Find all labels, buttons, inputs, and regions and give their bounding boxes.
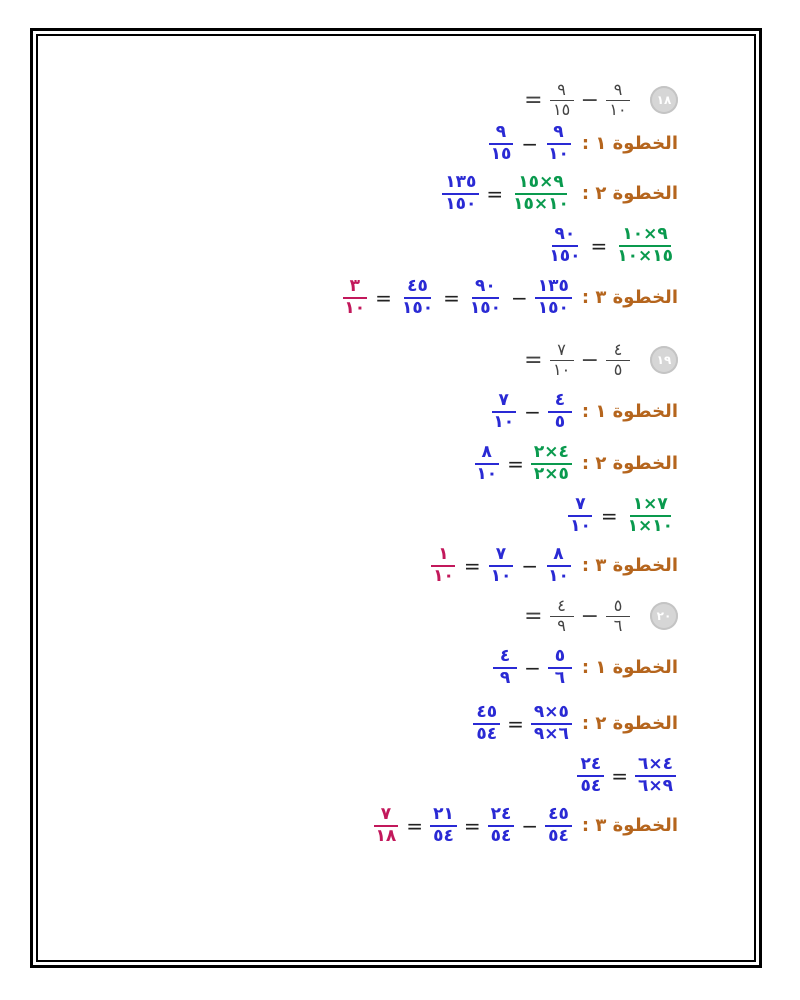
numerator: ٤×٢ [531,444,572,465]
fraction [548,598,576,635]
problem-20-step1 [491,648,678,688]
denominator: ١٠×١٥ [513,193,569,214]
step-label: الخطوة ٢ : [581,713,678,735]
equals-sign: = [463,553,481,578]
problem-18-header [522,82,678,119]
numerator: ٢٤ [488,806,515,827]
fraction [604,82,632,119]
problem-20-step2a [471,704,678,744]
minus-sign: − [524,655,541,680]
denominator: ٥٤ [580,775,602,796]
fraction [486,806,517,846]
denominator: ١٠ [344,297,366,318]
step-label: الخطوة ٢ : [581,183,678,205]
numerator: ٥×٩ [531,704,572,725]
fraction [604,598,632,635]
equals-sign: = [507,711,524,736]
problem-18-step2a [440,174,678,214]
numerator: ٧ [374,806,398,827]
denominator: ١٥٠ [445,193,477,214]
numerator: ٩ [550,82,574,101]
denominator: ١٠×١ [627,515,673,536]
minus-sign: − [580,347,599,373]
denominator: ٥٤ [476,723,498,744]
fraction [465,278,506,318]
numerator: ٧ [489,546,513,567]
numerator: ٧×١ [630,496,671,517]
numerator: ١ [431,546,455,567]
minus-sign: − [580,603,599,629]
fraction [488,392,519,432]
numerator: ٤×٦ [635,756,676,777]
step-label: الخطوة ١ : [581,133,678,155]
fraction [471,704,502,744]
denominator: ١٥٠ [549,245,581,266]
fraction [486,546,517,586]
minus-sign: − [510,285,528,310]
problem-19-step2b [565,496,678,536]
fraction [633,756,678,796]
equals-sign: = [375,285,392,310]
denominator: ١٥٠ [401,297,434,318]
problem-19-step3 [428,546,678,586]
denominator: ١٠ [433,565,454,586]
numerator: ٥ [606,598,630,617]
fraction [440,174,481,214]
fraction [491,648,519,688]
equals-sign: = [524,603,543,629]
denominator: ٦ [613,615,623,635]
fraction [604,342,632,379]
minus-sign: − [521,553,539,578]
numerator: ٥ [548,648,572,669]
numerator: ٢١ [430,806,457,827]
numerator: ٩×١٠ [619,226,670,247]
numerator: ١٣٥ [442,174,479,195]
problem-18-step1 [486,124,678,164]
step-label: الخطوة ١ : [581,657,678,679]
numerator: ٩ [606,82,630,101]
numerator: ٣ [343,278,367,299]
fraction [529,704,574,744]
equals-sign: = [406,813,424,838]
denominator: ٥٤ [433,825,454,846]
fraction [543,546,574,586]
denominator: ١٥×١٠ [617,245,673,266]
problem-number-badge: ١٩ [650,346,678,374]
fraction [428,806,459,846]
fraction [546,648,574,688]
denominator: ٥ [554,411,566,432]
numerator: ٤ [606,342,630,361]
denominator: ١٥ [552,99,571,119]
denominator: ٥٤ [548,825,569,846]
denominator: ٦ [554,667,566,688]
numerator: ٤٥ [545,806,572,827]
fraction [565,496,596,536]
problem-18-step2b [544,226,678,266]
equals-sign: = [463,813,481,838]
numerator: ٩٠ [472,278,499,299]
equals-sign: = [524,347,543,373]
denominator: ٩×٦ [637,775,673,796]
minus-sign: − [521,813,539,838]
fraction [575,756,606,796]
numerator: ٧ [550,342,574,361]
numerator: ٨ [475,444,499,465]
minus-sign: − [524,399,541,424]
numerator: ٤٥ [404,278,431,299]
denominator: ١٨ [375,825,397,846]
problem-number-badge: ١٨ [650,86,678,114]
numerator: ٩٠ [552,226,579,247]
denominator: ١٠ [548,143,569,164]
fraction [544,226,585,266]
denominator: ٩ [499,667,511,688]
numerator: ٩ [489,124,513,145]
fraction [623,496,678,536]
numerator: ٢٤ [577,756,604,777]
minus-sign: − [521,131,539,156]
denominator: ١٠ [490,565,512,586]
numerator: ٤ [493,648,517,669]
fraction [543,806,574,846]
denominator: ٥×٢ [533,463,569,484]
fraction [508,174,574,214]
denominator: ١٠ [493,411,515,432]
fraction [486,124,517,164]
equals-sign: = [443,285,460,310]
fraction [533,278,574,318]
fraction [548,82,576,119]
step-label: الخطوة ١ : [581,401,678,423]
fraction [529,444,574,484]
step-label: الخطوة ٢ : [581,453,678,475]
problem-20-step2b [575,756,678,796]
numerator: ١٣٥ [535,278,572,299]
equals-sign: = [611,763,628,788]
problem-19-step1 [488,392,678,432]
minus-sign: − [580,87,599,113]
fraction [471,444,502,484]
fraction [397,278,438,318]
numerator: ٤ [550,598,574,617]
fraction [371,806,402,846]
denominator: ٦×٩ [533,723,569,744]
denominator: ١٥٠ [469,297,501,318]
fraction [543,124,574,164]
equals-sign: = [486,181,504,206]
step-label: الخطوة ٣ : [581,555,678,577]
denominator: ١٥ [490,143,512,164]
problem-number-badge: ٢٠ [650,602,678,630]
fraction [546,392,574,432]
problem-20-header [522,598,678,635]
numerator: ٤٥ [473,704,500,725]
equals-sign: = [507,451,524,476]
numerator: ٧ [492,392,516,413]
denominator: ٥ [613,359,623,379]
denominator: ١٠ [476,463,498,484]
fraction [612,226,678,266]
numerator: ٨ [547,546,571,567]
problem-20-step3 [371,806,678,846]
step-label: الخطوة ٣ : [581,287,678,309]
numerator: ٩ [547,124,571,145]
step-label: الخطوة ٣ : [581,815,678,837]
numerator: ٩×١٥ [515,174,566,195]
problem-18-step3 [339,278,678,318]
denominator: ١٠ [552,359,571,379]
denominator: ٩ [557,615,566,635]
denominator: ١٥٠ [537,297,569,318]
denominator: ١٠ [548,565,569,586]
numerator: ٧ [568,496,592,517]
equals-sign: = [524,87,543,113]
fraction [428,546,459,586]
problem-19-header [522,342,678,379]
fraction [548,342,576,379]
numerator: ٤ [548,392,572,413]
equals-sign: = [590,233,608,258]
denominator: ٥٤ [490,825,512,846]
fraction [339,278,370,318]
denominator: ١٠ [570,515,591,536]
denominator: ١٠ [609,99,627,119]
equals-sign: = [600,503,618,528]
problem-19-step2a [471,444,678,484]
